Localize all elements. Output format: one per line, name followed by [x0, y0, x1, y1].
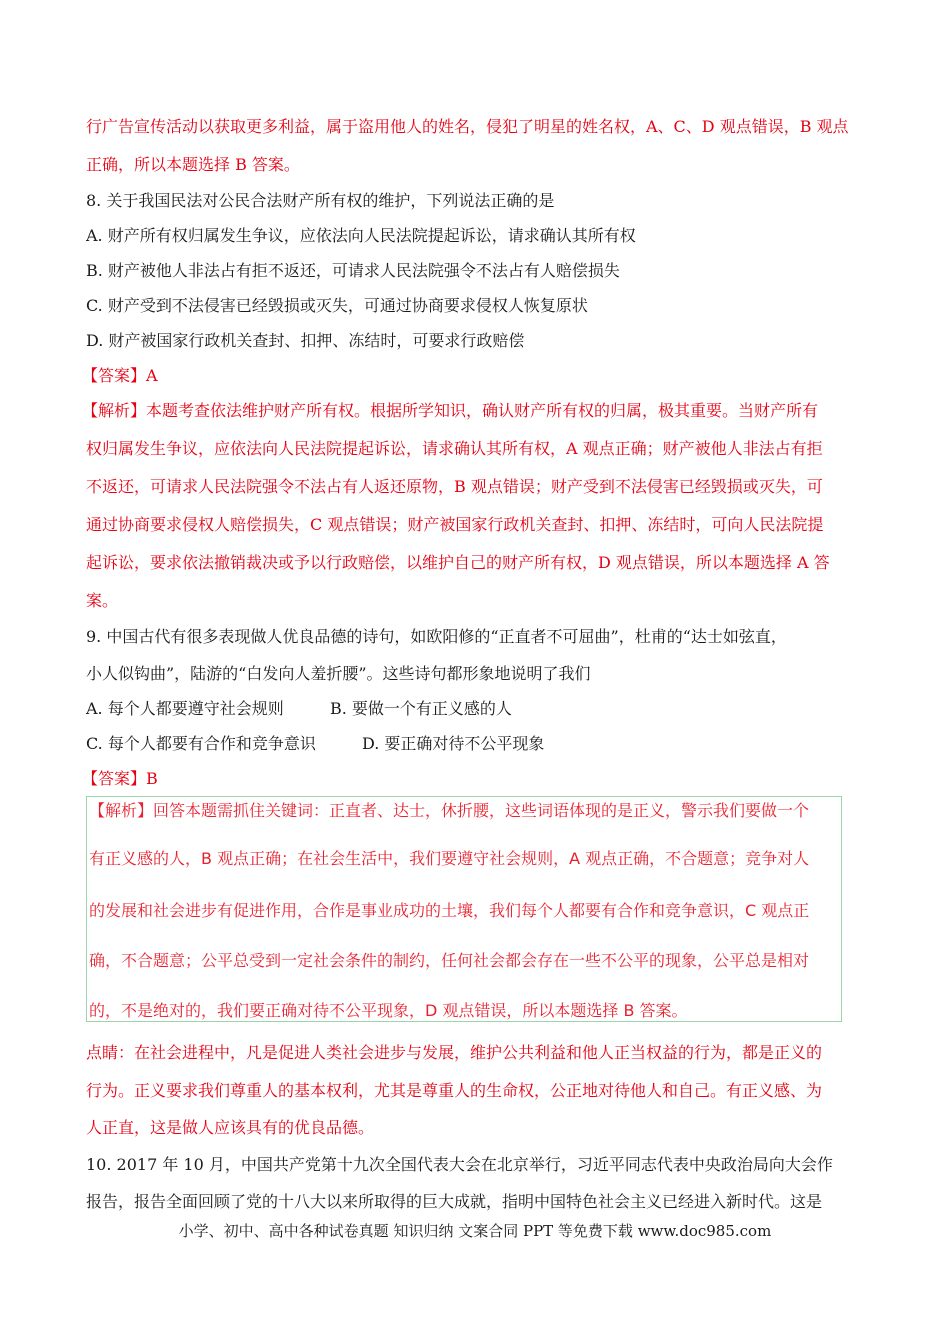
q8-option-a: A. 财产所有权归属发生争议，应依法向人民法院提起诉讼，请求确认其所有权 [86, 226, 636, 245]
q8-analysis-line-4: 通过协商要求侵权人赔偿损失，C 观点错误；财产被国家行政机关查封、扣押、冻结时，可向人民法院提 [86, 515, 824, 534]
page-footer: 小学、初中、高中各种试卷真题 知识归纳 文案合同 PPT 等免费下载 www.doc985.com [178, 1222, 772, 1240]
q7-analysis-line-1: 行广告宣传活动以获取更多利益，属于盗用他人的姓名，侵犯了明星的姓名权，A、C、D 观点错误，B 观点 [86, 117, 849, 136]
q8-analysis-line-3: 不返还，可请求人民法院强令不法占有人返还原物，B 观点错误；财产受到不法侵害已经毁损或灭失，可 [86, 477, 823, 496]
q8-analysis-line-6: 案。 [86, 591, 119, 610]
q9-comment-line-3: 人正直，这是做人应该具有的优良品德。 [86, 1118, 375, 1137]
q9-comment-line-1: 点睛：在社会进程中，凡是促进人类社会进步与发展，维护公共利益和他人正当权益的行为，都是正义的 [86, 1043, 823, 1062]
q10-stem-line-1: 10. 2017 年 10 月，中国共产党第十九次全国代表大会在北京举行，习近平同志代表中央政治局向大会作 [86, 1155, 833, 1174]
q9-options-row-2 [86, 734, 876, 754]
q9-analysis-line-3: 的发展和社会进步有促进作用，合作是事业成功的土壤，我们每个人都要有合作和竞争意识，C 观点正 [89, 901, 810, 920]
q9-analysis-box [86, 796, 842, 1022]
q8-option-b: B. 财产被他人非法占有拒不返还，可请求人民法院强令不法占有人赔偿损失 [86, 261, 620, 280]
q8-analysis-line-5: 起诉讼，要求依法撤销裁决或予以行政赔偿，以维护自己的财产所有权，D 观点错误，所以本题选择 A 答 [86, 553, 830, 572]
q9-option-a: A. 每个人都要遵守社会规则 [86, 699, 284, 718]
q9-analysis-line-4: 确，不合题意；公平总受到一定社会条件的制约，任何社会都会存在一些不公平的现象，公平总是相对 [89, 951, 810, 970]
q10-stem-line-2: 报告，报告全面回顾了党的十八大以来所取得的巨大成就，指明中国特色社会主义已经进入新时代。这是 [86, 1192, 823, 1211]
q8-option-c: C. 财产受到不法侵害已经毁损或灭失，可通过协商要求侵权人恢复原状 [86, 296, 588, 315]
q8-stem: 8. 关于我国民法对公民合法财产所有权的维护，下列说法正确的是 [86, 191, 555, 210]
q9-options-row-1 [86, 699, 876, 719]
q9-option-c: C. 每个人都要有合作和竞争意识 [86, 734, 316, 753]
q9-stem-line-2: 小人似钩曲”，陆游的“白发向人羞折腰”。这些诗句都形象地说明了我们 [86, 664, 591, 683]
q7-analysis-line-2: 正确，所以本题选择 B 答案。 [86, 155, 300, 174]
q8-analysis-line-1: 【解析】本题考查依法维护财产所有权。根据所学知识，确认财产所有权的归属，极其重要。当财产所有 [82, 401, 819, 420]
q9-analysis-line-1: 【解析】回答本题需抓住关键词：正直者、达士，休折腰，这些词语体现的是正义，警示我们要做一个 [89, 801, 810, 820]
q9-option-d: D. 要正确对待不公平现象 [362, 734, 545, 753]
q8-option-d: D. 财产被国家行政机关查封、扣押、冻结时，可要求行政赔偿 [86, 331, 525, 350]
q9-analysis-line-2: 有正义感的人，B 观点正确；在社会生活中，我们要遵守社会规则，A 观点正确，不合题意；竞争对人 [89, 849, 810, 868]
q9-answer: 【答案】B [82, 769, 158, 788]
q9-analysis-line-5: 的，不是绝对的，我们要正确对待不公平现象，D 观点错误，所以本题选择 B 答案。 [89, 1001, 688, 1020]
q9-comment-line-2: 行为。正义要求我们尊重人的基本权利，尤其是尊重人的生命权，公正地对待他人和自己。有正义感、为 [86, 1081, 823, 1100]
q8-answer: 【答案】A [82, 366, 158, 385]
q9-option-b: B. 要做一个有正义感的人 [330, 699, 512, 718]
q9-stem-line-1: 9. 中国古代有很多表现做人优良品德的诗句，如欧阳修的“正直者不可屈曲”，杜甫的“达士如弦直， [86, 627, 787, 646]
q8-analysis-line-2: 权归属发生争议，应依法向人民法院提起诉讼，请求确认其所有权，A 观点正确；财产被他人非法占有拒 [86, 439, 823, 458]
